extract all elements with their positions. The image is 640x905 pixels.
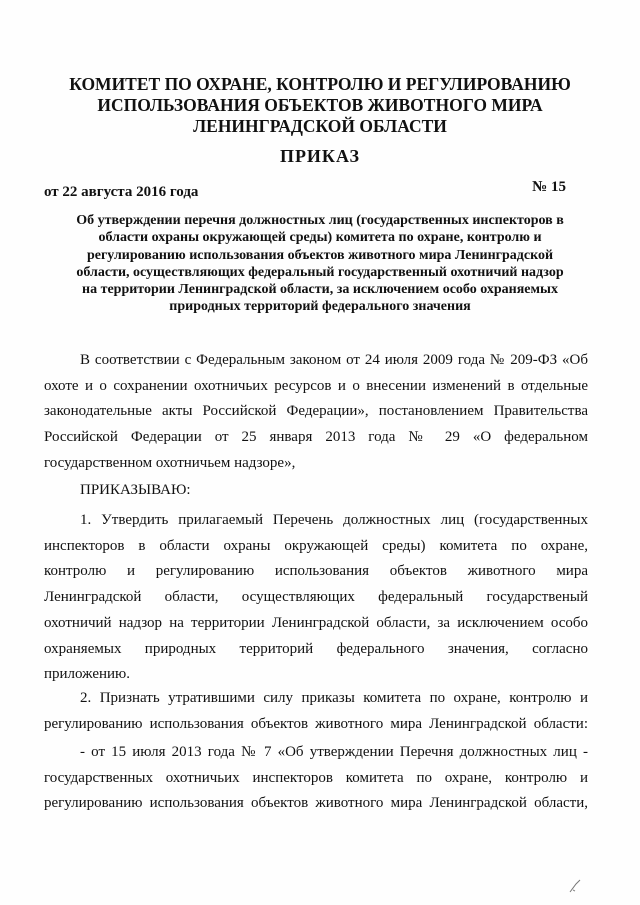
document-date: от 22 августа 2016 года [44, 184, 199, 200]
paragraph-line: контролю и регулированию использования объектов животного мира [44, 563, 588, 580]
subject-line: на территории Ленинградской области, за исключением особо охраняемых [82, 282, 558, 298]
paragraph-line: законодательные акты Российской Федерации», постановлением Правительства [44, 403, 588, 420]
header-line: КОМИТЕТ ПО ОХРАНЕ, КОНТРОЛЮ И РЕГУЛИРОВАНИЮ [69, 74, 571, 94]
header-line: ИСПОЛЬЗОВАНИЯ ОБЪЕКТОВ ЖИВОТНОГО МИРА [97, 95, 543, 115]
paragraph-line: регулированию использования объектов животного мира Ленинградской области: [44, 715, 588, 732]
header-line: ЛЕНИНГРАДСКОЙ ОБЛАСТИ [193, 116, 447, 136]
order-word: ПРИКАЗЫВАЮ: [80, 482, 191, 498]
item-1-paragraph [44, 508, 588, 688]
paragraph-line: 2. Признать утратившими силу приказы комитета по охране, контролю и [80, 690, 588, 706]
pen-mark-icon [568, 878, 582, 894]
paragraph-line: Российской Федерации от 25 января 2013 года № 29 «О федеральном [44, 429, 588, 446]
paragraph-line: охоте и о сохранении охотничьих ресурсов и о внесении изменений в отдельные [44, 377, 588, 394]
document-subject [44, 212, 596, 316]
preamble-paragraph [44, 348, 588, 477]
paragraph-line: охотничий надзор на территории Ленинградской области, за исключением особо [44, 614, 588, 631]
paragraph-line: В соответствии с Федеральным законом от 24 июля 2009 года № 209-ФЗ «Об [80, 352, 588, 368]
paragraph-line: государственных охотничьих инспекторов комитета по охране, контролю и [44, 769, 588, 786]
item-2-paragraph [44, 686, 588, 737]
paragraph-line: инспекторов в области охраны окружающей среды) комитета по охране, [44, 537, 588, 554]
paragraph-line: государственном охотничьем надзоре», [44, 454, 296, 471]
paragraph-line: регулированию использования объектов животного мира Ленинградской области, [44, 795, 588, 812]
subject-line: области охраны окружающей среды) комитета по охране, контролю и [98, 230, 542, 246]
subject-line: области, осуществляющих федеральный государственный охотничий надзор [76, 264, 564, 280]
paragraph-line: охраняемых природных территорий федерального значения, согласно [44, 640, 588, 657]
subject-line: природных территорий федерального значения [169, 299, 471, 315]
paragraph-line: - от 15 июля 2013 года № 7 «Об утверждении Перечня должностных лиц - [80, 744, 588, 760]
paragraph-line: 1. Утвердить прилагаемый Перечень должностных лиц (государственных [80, 512, 588, 528]
item-2-subparagraph [44, 740, 588, 817]
paragraph-line: Ленинградской области, осуществляющих федеральный государственый [44, 589, 588, 606]
paragraph-line: приложению. [44, 666, 131, 683]
subject-line: Об утверждении перечня должностных лиц (государственных инспекторов в [76, 213, 564, 228]
organization-header [60, 74, 580, 137]
subject-line: регулированию использования объектов животного мира Ленинградской [86, 247, 554, 263]
document-number: № 15 [532, 179, 566, 195]
document-title: ПРИКАЗ [279, 146, 361, 166]
